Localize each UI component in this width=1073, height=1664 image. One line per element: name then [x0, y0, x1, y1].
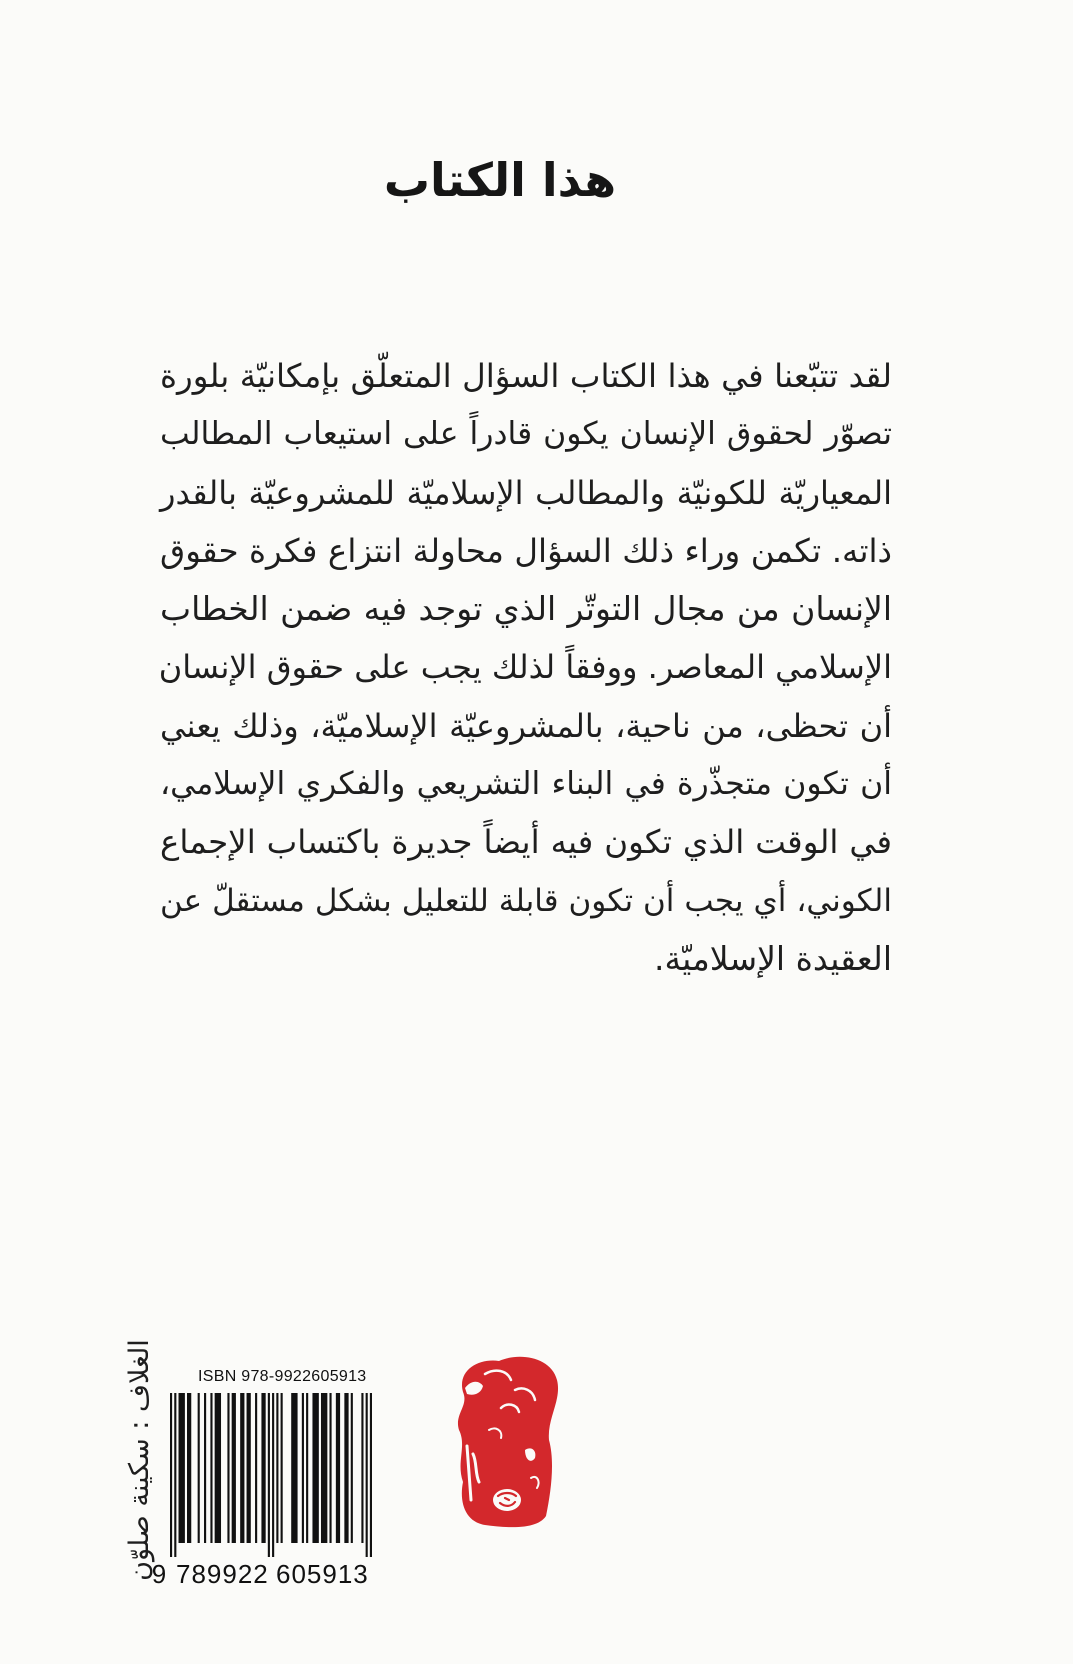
barcode-bar: [240, 1393, 244, 1543]
body-line: الإسلامي المعاصر. ووفقاً لذلك يجب على حقوق الإنسان: [158, 648, 892, 687]
barcode-bar: [232, 1393, 236, 1543]
body-line: لقد تتبّعنا في هذا الكتاب السؤال المتعلّق بإمكانيّة بلورة: [160, 357, 892, 395]
body-line: الكوني، أي يجب أن تكون قابلة للتعليل بشكل مستقلّ عن: [160, 882, 892, 919]
barcode-bar: [281, 1393, 283, 1543]
barcode-bar: [302, 1393, 304, 1543]
barcode-bar: [198, 1393, 200, 1543]
barcode-guard-bar: [272, 1393, 274, 1557]
blurb-paragraph: [160, 347, 892, 988]
barcode-left-digits: 789922: [176, 1559, 269, 1589]
barcode-guard-bar: [366, 1393, 368, 1557]
body-line: ذاته. تكمن وراء ذلك السؤال محاولة انتزاع فكرة حقوق: [160, 531, 892, 570]
page-title: هذا الكتاب: [383, 153, 617, 207]
barcode-lead-digit: 9: [151, 1559, 167, 1589]
barcode-guard-bar: [370, 1393, 372, 1557]
barcode-guard-bar: [174, 1393, 176, 1557]
barcode-bar: [247, 1393, 251, 1543]
barcode-bar: [291, 1393, 297, 1543]
isbn-barcode: [170, 1393, 372, 1559]
barcode-right-digits: 605913: [276, 1559, 369, 1589]
barcode-bar: [261, 1393, 265, 1543]
barcode-bar: [329, 1393, 331, 1543]
barcode-bar: [204, 1393, 206, 1543]
cover-credit: الغلاف : سكينة صلوّن: [124, 1339, 155, 1581]
barcode-bar: [179, 1393, 185, 1543]
barcode-bar: [210, 1393, 212, 1543]
barcode-bar: [276, 1393, 278, 1543]
isbn-label: ISBN 978-9922605913: [198, 1368, 367, 1385]
barcode-guard-bar: [268, 1393, 270, 1557]
barcode-bar: [344, 1393, 348, 1543]
barcode-bar: [187, 1393, 191, 1543]
barcode-bar: [351, 1393, 353, 1543]
body-line: المعياريّة للكونيّة والمطالب الإسلاميّة للمشروعيّة بالقدر: [160, 473, 892, 512]
barcode-bar: [361, 1393, 363, 1543]
barcode-bar: [255, 1393, 257, 1543]
barcode-bar: [321, 1393, 327, 1543]
barcode-bar: [312, 1393, 318, 1543]
barcode-bar: [215, 1393, 221, 1543]
body-line: أن تحظى، من ناحية، بالمشروعيّة الإسلاميّة، وذلك يعني: [160, 706, 892, 745]
body-line: الإنسان من مجال التوتّر الذي توجد فيه ضمن الخطاب: [160, 589, 892, 629]
body-line-last: العقيدة الإسلاميّة.: [653, 938, 892, 978]
barcode-guard-bar: [170, 1393, 172, 1557]
barcode-bar: [227, 1393, 229, 1543]
body-line: أن تكون متجذّرة في البناء التشريعي والفكري الإسلامي،: [160, 766, 892, 803]
publisher-logo: [445, 1350, 565, 1532]
body-line: في الوقت الذي تكون فيه أيضاً جديرة باكتساب الإجماع: [160, 823, 892, 862]
barcode-bar: [306, 1393, 308, 1543]
body-line: تصوّر لحقوق الإنسان يكون قادراً على استيعاب المطالب: [160, 416, 892, 453]
barcode-bar: [336, 1393, 340, 1543]
